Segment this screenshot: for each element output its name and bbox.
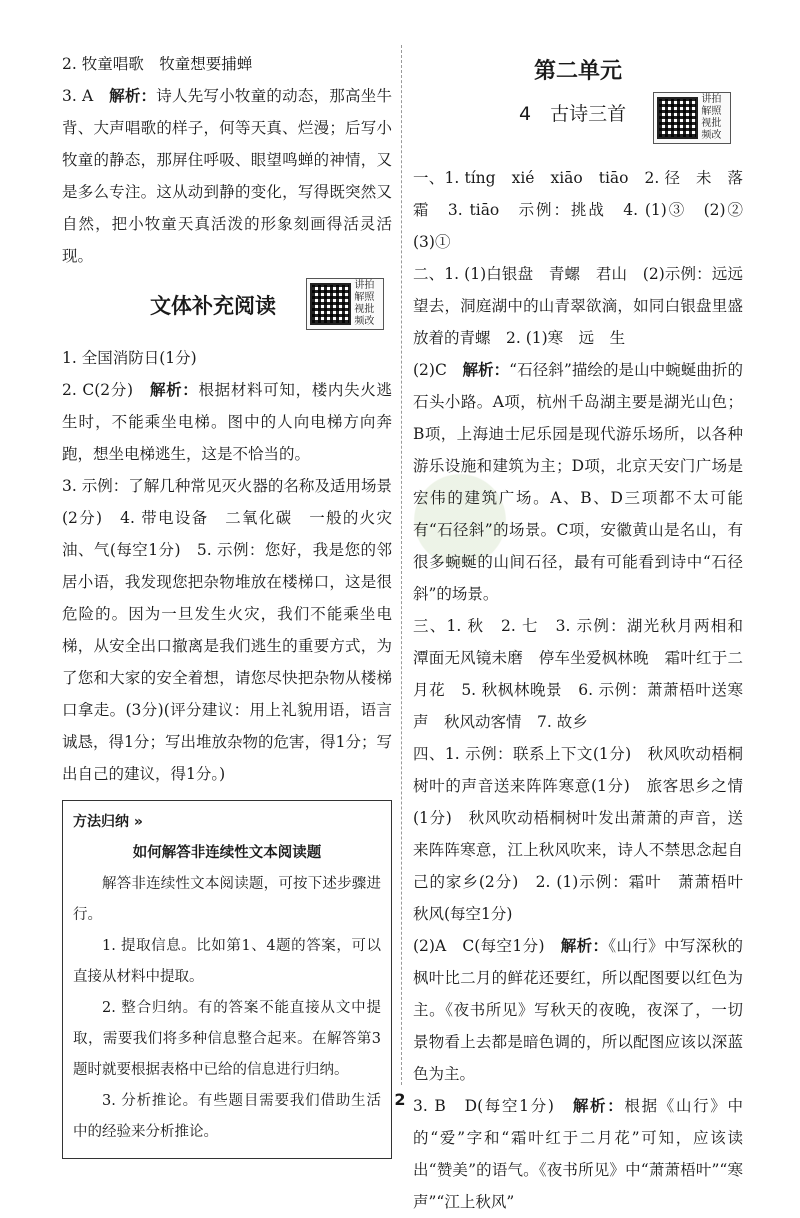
analysis-label: 解析： <box>462 360 510 379</box>
answer-line: 1. 全国消防日(1分) <box>62 349 197 367</box>
answer-line: 3. 示例：了解几种常见灭火器的名称及适用场景(2分) 4. 带电设备 二氧化碳 一般的火灾 油、气(每空1分) 5. 示例：您好，我是您的邻居小语，我发现您把杂物堆放在楼梯口，这是很危险的。因为一旦发生火灾，我们不能乘坐电梯，从安全出口撤离是我们逃生的重要方式，为了您和大家的安全着想，请您尽快把杂物从楼梯口拿走。(3分)(评分建议：用上礼貌用语，语言诚恳，得1分；写出堆放杂物的危害，得1分；写出自己的建议，得1分。) <box>62 477 408 783</box>
analysis-text: 根据《山行》中的“爱”字和“霜叶红于二月花”可知，应该读出“赞美”的语气。《夜书所见》中“萧萧梧叶”“寒声”“江上秋风” <box>413 1097 743 1211</box>
answer-line: 二、1. (1)白银盘 青螺 君山 (2)示例：远远望去，洞庭湖中的山青翠欲滴，如同白银盘里盛放着的青螺 2. (1)寒 远 生 <box>413 265 743 347</box>
answer-explanation <box>413 1090 743 1218</box>
answer-line: 一、1. tíng xié xiāo tiāo 2. 径 未 落 霜 3. tiāo 示例：挑战 4. (1)③ (2)② (3)① <box>413 169 759 251</box>
box-paragraph: 3. 分析推论。有些题目需要我们借助生活中的经验来分析推论。 <box>73 1093 381 1140</box>
answer-number: 2. C(2分) <box>62 381 150 399</box>
answer-explanation <box>413 930 743 1090</box>
lesson-title: 4 古诗三首 <box>519 103 627 125</box>
answer-number: (2)A C(每空1分) <box>413 937 561 955</box>
analysis-label: 解析： <box>572 1096 625 1115</box>
lesson-header <box>413 92 743 162</box>
box-title: 如何解答非连续性文本阅读题 <box>132 845 322 861</box>
answer-number: 3. B D(每空1分) <box>413 1097 573 1115</box>
analysis-text: 诗人先写小牧童的动态，那高坐牛背、大声唱歌的样子，何等天真、烂漫；后写小牧童的静态，那屏住呼吸、眼望鸣蝉的神情，又是多么专注。这从动到静的变化，写得既突然又自然，把小牧童天真活泼的形象刻画得活灵活现。 <box>62 87 392 265</box>
section-header <box>62 272 392 342</box>
answer-explanation <box>62 80 392 272</box>
box-paragraph: 解答非连续性文本阅读题，可按下述步骤进行。 <box>73 876 381 923</box>
qr-code-icon <box>310 283 351 325</box>
answer-explanation <box>62 374 392 470</box>
page-number: 2 <box>394 1090 406 1109</box>
answer-number: 3. A <box>62 87 110 105</box>
qr-caption: 讲拍解照视批频改 <box>701 94 722 141</box>
analysis-text: 根据材料可知，楼内失火逃生时，不能乘坐电梯。图中的人向电梯方向奔跑，想坐电梯逃生，这是不恰当的。 <box>62 381 392 463</box>
answer-line: 2. 牧童唱歌 牧童想要捕蝉 <box>62 55 253 73</box>
unit-title: 第二单元 <box>533 59 622 84</box>
box-tag: 方法归纳 » <box>73 814 143 830</box>
answer-line: 三、1. 秋 2. 七 3. 示例：湖光秋月两相和 潭面无风镜未磨 停车坐爱枫林晚 霜叶红于二月花 5. 秋枫林晚景 6. 示例：萧萧梧叶送寒声 秋风动客情 7. 故乡 <box>413 617 759 731</box>
qr-caption: 讲拍解照视批频改 <box>354 280 375 327</box>
analysis-label: 解析： <box>109 86 157 105</box>
qr-code[interactable] <box>306 278 384 330</box>
analysis-label: 解析： <box>149 380 199 399</box>
qr-code-icon <box>657 97 698 139</box>
column-divider <box>401 45 402 1085</box>
answer-number: (2)C <box>413 361 463 379</box>
qr-code[interactable] <box>653 92 731 144</box>
answer-explanation <box>413 354 743 610</box>
analysis-text: “石径斜”描绘的是山中蜿蜒曲折的石头小路。A项，杭州千岛湖主要是湖光山色；B项，上海迪士尼乐园是现代游乐场所，以各种游乐设施和建筑为主；D项，北京天安门广场是宏伟的建筑广场。A、B、D三项都不太可能有“石径斜”的场景。C项，安徽黄山是名山，有很多蜿蜒的山间石径，最有可能看到诗中“石径斜”的场景。 <box>413 361 743 603</box>
box-paragraph: 2. 整合归纳。有的答案不能直接从文中提取，需要我们将多种信息整合起来。在解答第3题时就要根据表格中已给的信息进行归纳。 <box>73 1000 381 1078</box>
left-column <box>62 48 408 1159</box>
answer-line: 四、1. 示例：联系上下文(1分) 秋风吹动梧桐树叶的声音送来阵阵寒意(1分) 旅客思乡之情(1分) 秋风吹动梧桐树叶发出萧萧的声音，送来阵阵寒意，江上秋风吹来，诗人不禁思念起自己的家乡(2分) 2. (1)示例：霜叶 萧萧梧叶 秋风(每空1分) <box>413 745 759 923</box>
analysis-label: 解析： <box>560 936 609 955</box>
box-paragraph: 1. 提取信息。比如第1、4题的答案，可以直接从材料中提取。 <box>73 938 381 985</box>
section-title: 文体补充阅读 <box>150 294 276 318</box>
right-column <box>413 48 759 1218</box>
analysis-text: 《山行》中写深秋的枫叶比二月的鲜花还要红，所以配图要以红色为主。《夜书所见》写秋天的夜晚，夜深了，一切景物看上去都是暗色调的，所以配图应该以深蓝色为主。 <box>413 937 743 1083</box>
